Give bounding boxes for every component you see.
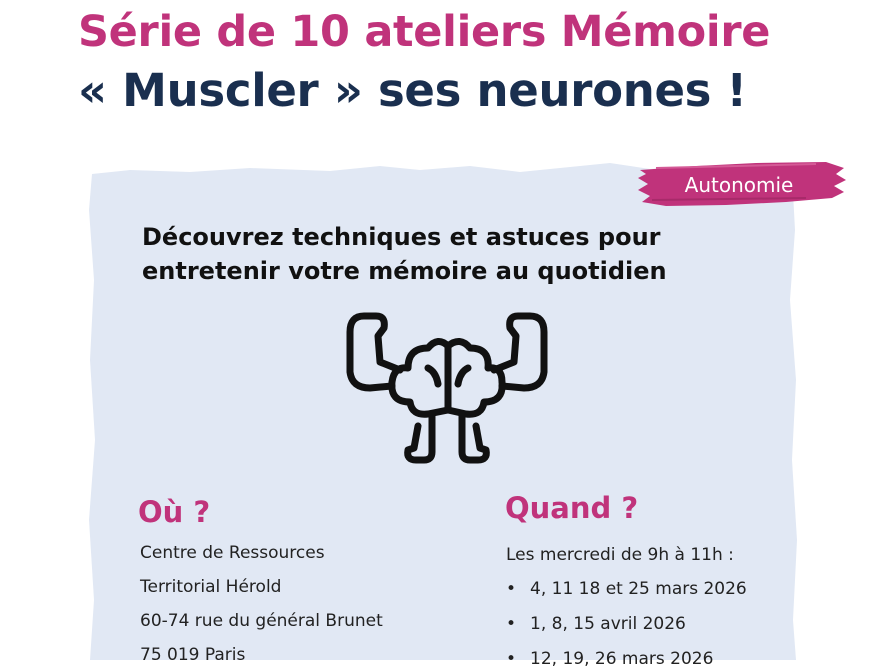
page-title: Série de 10 ateliers Mémoire xyxy=(78,7,771,57)
where-heading: Où ? xyxy=(138,495,211,529)
where-line: 60-74 rue du général Brunet xyxy=(140,611,383,631)
date-list-item xyxy=(506,578,747,600)
bullet-icon: • xyxy=(506,579,517,599)
bullet-icon: • xyxy=(506,649,517,669)
page-subtitle-heading: « Muscler » ses neurones ! xyxy=(78,64,747,117)
tag-label: Autonomie xyxy=(684,173,794,197)
date-text: 12, 19, 26 mars 2026 xyxy=(530,649,714,669)
muscular-brain-icon xyxy=(342,310,552,478)
when-intro: Les mercredi de 9h à 11h : xyxy=(506,545,734,565)
where-line: Centre de Ressources xyxy=(140,543,325,563)
date-text: 1, 8, 15 avril 2026 xyxy=(530,614,686,634)
where-line: Territorial Hérold xyxy=(140,577,282,597)
where-line: 75 019 Paris xyxy=(140,645,246,665)
date-list-item xyxy=(506,613,686,635)
intro-text: Découvrez techniques et astuces pour entretenir votre mémoire au quotidien xyxy=(142,223,667,285)
date-list-item xyxy=(506,648,713,670)
when-heading: Quand ? xyxy=(505,491,639,525)
date-text: 4, 11 18 et 25 mars 2026 xyxy=(530,579,747,599)
bullet-icon: • xyxy=(506,614,517,634)
